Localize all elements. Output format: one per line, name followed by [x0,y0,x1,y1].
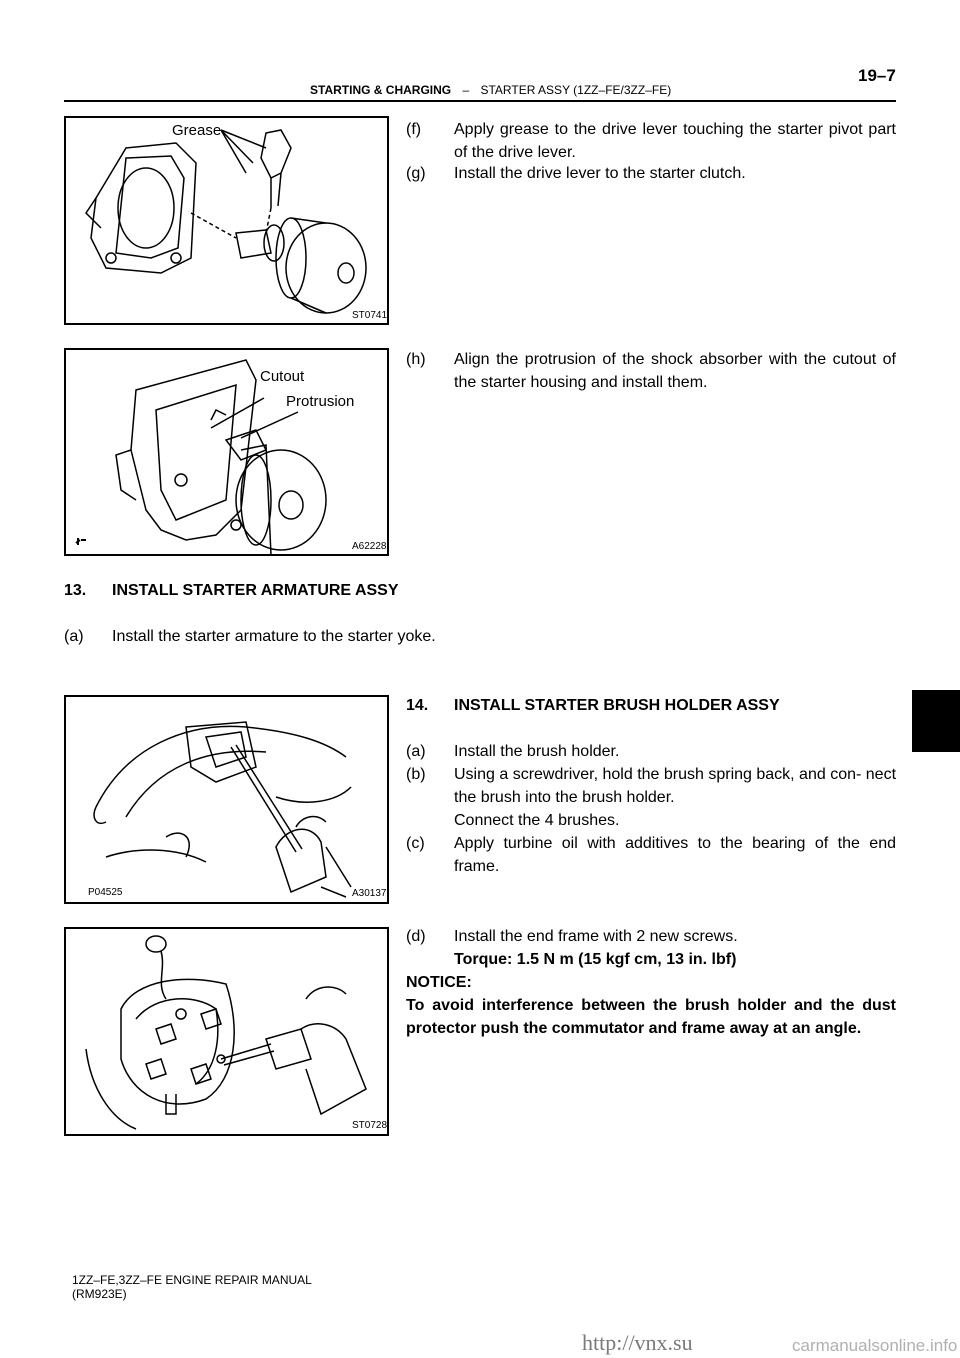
figure-extra-code: P04525 [88,887,123,898]
step-14b [406,763,896,832]
procedure-title: INSTALL STARTER BRUSH HOLDER ASSY [454,697,780,714]
manual-code: (RM923E) [72,1287,127,1301]
drive-lever-illustration [66,118,387,323]
brush-holder-illustration [66,697,387,902]
figure-code: A30137 [352,888,387,899]
torque-spec: Torque: 1.5 N m (15 kgf cm, 13 in. lbf) [454,951,737,968]
procedure-title: INSTALL STARTER ARMATURE ASSY [112,582,399,599]
procedure-13-heading [64,579,544,602]
step-label: (d) [406,928,426,945]
step-label: (g) [406,165,426,182]
figure-code: A62228 [352,541,387,552]
step-13a [64,625,664,648]
figure-shock-absorber [64,348,389,556]
callout-protrusion: Protrusion [286,393,355,410]
step-text: Install the end frame with 2 new screws. [454,928,738,945]
step-text: Install the brush holder. [454,743,620,760]
step-label: (a) [64,628,84,645]
starter-housing-illustration [66,350,387,554]
step-text-continued: Connect the 4 brushes. [454,812,620,829]
step-label: (h) [406,351,426,368]
step-text: Apply turbine oil with additives to the bearing of the end frame. [454,835,896,875]
step-f [406,118,896,164]
step-label: (a) [406,743,426,760]
step-h [406,348,896,394]
step-label: (f) [406,121,422,138]
figure-brush-holder [64,695,389,904]
watermark-site: carmanualsonline.info [792,1336,958,1355]
step-14a [406,740,896,763]
step-text: Install the drive lever to the starter clutch. [454,165,746,182]
step-14c [406,832,896,878]
figure-drive-lever [64,116,389,325]
running-header [310,83,671,97]
step-label: (b) [406,766,426,783]
end-frame-illustration [66,929,387,1134]
subsection-title: STARTER ASSY (1ZZ–FE/3ZZ–FE) [480,83,672,97]
procedure-number: 14. [406,697,429,714]
header-rule [64,100,896,102]
header-separator: – [462,83,470,97]
manual-title: 1ZZ–FE,3ZZ–FE ENGINE REPAIR MANUAL [72,1273,312,1287]
callout-cutout: Cutout [260,368,305,385]
step-text: Align the protrusion of the shock absorber with the cutout of the starter housing and install them. [454,351,896,391]
step-text: Apply grease to the drive lever touching the starter pivot part of the drive lever. [454,121,896,161]
page-number: 19–7 [858,66,896,85]
step-label: (c) [406,835,425,852]
figure-code: ST0741 [352,310,388,321]
step-g [406,162,896,185]
footer [72,1273,312,1301]
callout-grease: Grease [172,122,222,139]
notice-title: NOTICE: [406,974,472,991]
section-title: STARTING & CHARGING [310,83,452,97]
step-text: Using a screwdriver, hold the brush spring back, and con- nect the brush into the brush holder. [454,766,897,806]
procedure-14-heading [406,694,896,717]
figure-end-frame [64,927,389,1136]
figure-code: ST0728 [352,1120,388,1131]
step-14d [406,925,896,971]
step-text: Install the starter armature to the starter yoke. [112,628,436,645]
section-tab-marker [912,690,960,752]
notice-text: To avoid interference between the brush holder and the dust protector push the commutator and frame away at an angle. [406,997,896,1037]
watermark-link[interactable]: http://vnx.su [582,1330,693,1355]
procedure-number: 13. [64,582,87,599]
